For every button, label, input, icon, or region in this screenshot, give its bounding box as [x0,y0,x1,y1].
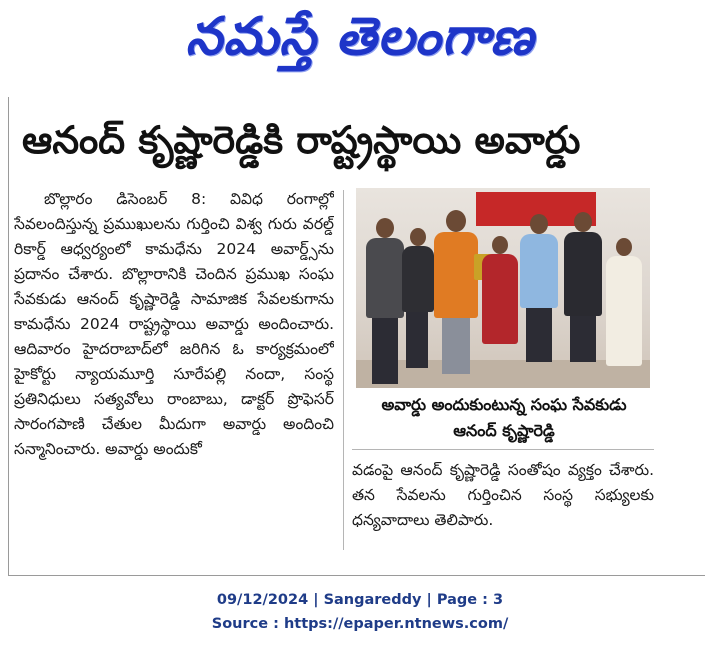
masthead-title: నమస్తే తెలంగాణ [185,6,535,67]
newspaper-masthead [0,0,720,86]
article-body-right: వడంపై ఆనంద్ కృష్ణారెడ్డి సంతోషం వ్యక్తం చేశారు. తన సేవలను గుర్తించిన సంస్థ సభ్యులకు ధన్యవాదాలు తెలిపారు. [352,461,654,529]
photo-caption [350,392,658,446]
article-headline: ఆనంద్ కృష్ణారెడ్డికి రాష్ట్రస్థాయి అవార్డు [22,118,581,162]
caption-line-2: ఆనంద్ కృష్ణారెడ్డి [453,421,555,440]
caption-line-1: అవార్డు అందుకుంటున్న సంఘ సేవకుడు [381,395,627,414]
caption-divider [352,449,654,450]
article-body-left-column [14,187,334,547]
footer-date-edition: 09/12/2024 | Sangareddy | Page : 3 [216,592,504,608]
article-body-right-column [352,458,654,558]
footer-source: Source : https://epaper.ntnews.com/ [211,616,509,632]
award-photo [356,188,650,388]
column-divider [343,190,344,550]
article-body-left: బొల్లారం డిసెంబర్ 8: వివిధ రంగాల్లో సేవలందిస్తున్న ప్రముఖులను గుర్తించి విశ్వ గురు వరల్డ్ రికార్డ్ ఆధ్వర్యంలో కామధేను 2024 అవార్డ్స్‌ను ప్రదానం చేశారు. బొల్లారానికి చెందిన ప్రముఖ సంఘ సేవకుడు ఆనంద్ కృష్ణారెడ్డి సామాజిక సేవలకుగాను కామధేను 2024 రాష్ట్రస్థాయి అవార్డు అందించారు. ఆదివారం హైదరాబాద్‌లో జరిగిన ఓ కార్యక్రమంలో హైకోర్టు న్యాయమూర్తి సూరేపల్లి నందా, సంస్థ ప్రతినిధులు సత్యవోలు రాంబాబు, డాక్టర్ ప్రొఫెసర్ సారంగపాణి చేతుల మీదుగా అవార్డు అందించి సన్మానించారు. అవార్డు అందుకో [14,190,334,458]
source-footer [0,588,720,638]
